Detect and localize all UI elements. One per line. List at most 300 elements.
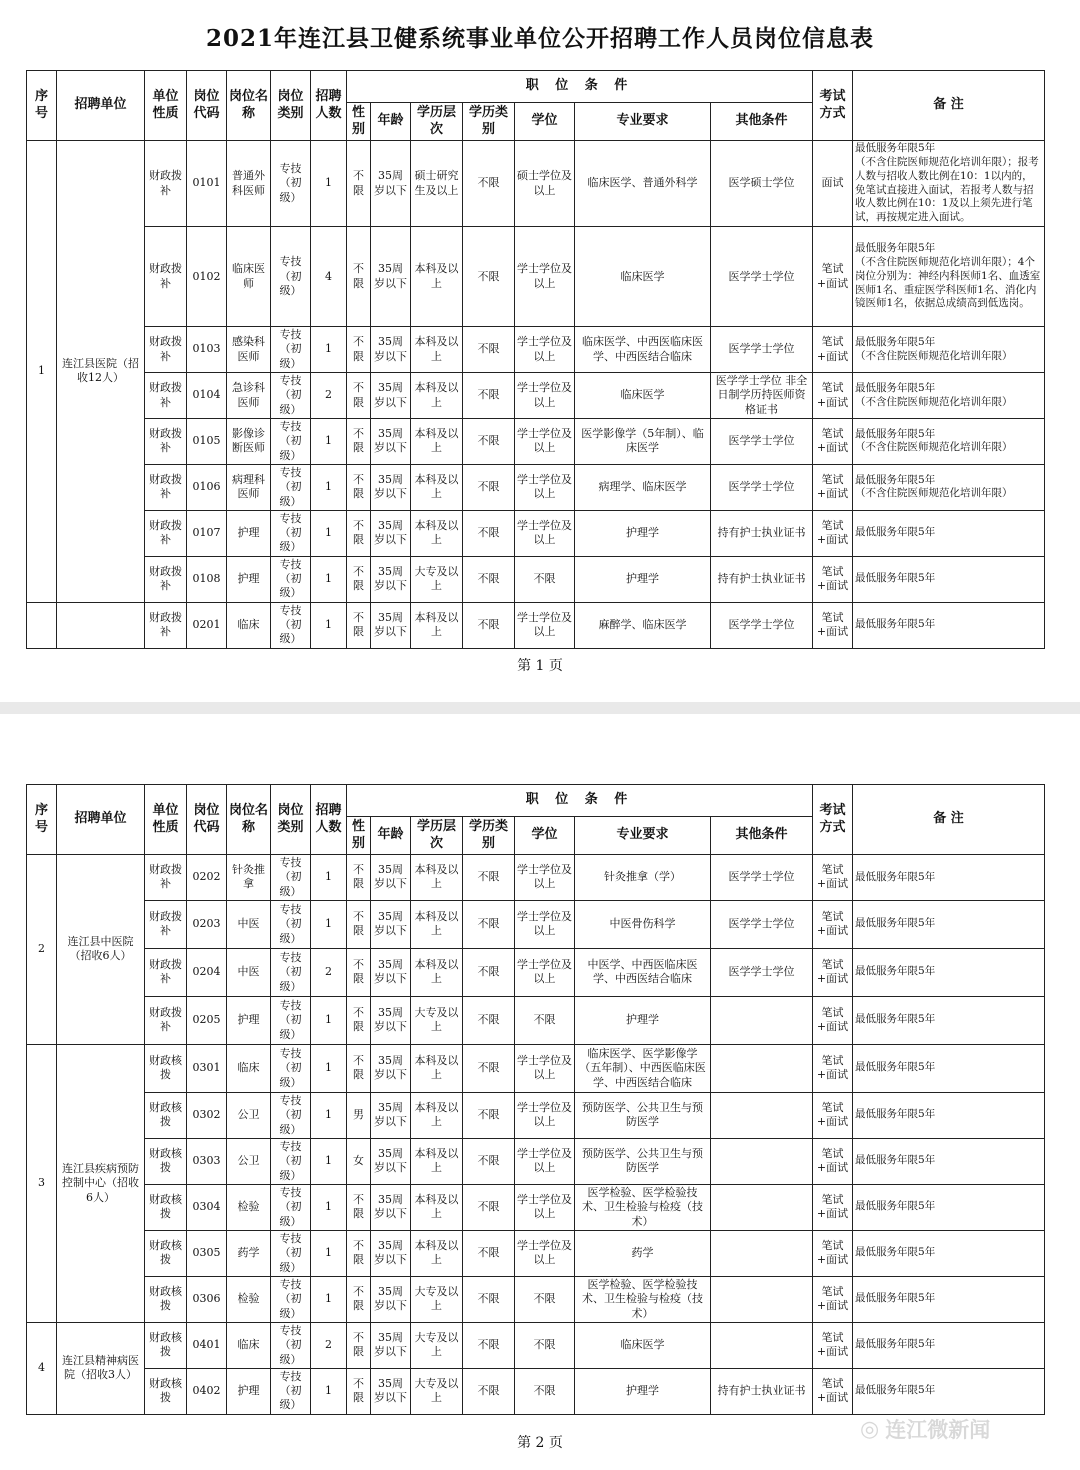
major-cell: 临床医学、医学影像学（五年制）、中西医临床医学、中西医结合临床	[575, 1044, 711, 1092]
edu-type-cell: 不限	[463, 327, 515, 373]
table-row	[27, 948, 1045, 996]
gender-cell: 不限	[347, 419, 371, 465]
edu-type-cell: 不限	[463, 1368, 515, 1414]
age-cell: 35周岁以下	[371, 1184, 411, 1230]
major-cell: 中医骨伤科学	[575, 900, 711, 948]
age-cell: 35周岁以下	[371, 1230, 411, 1276]
other-cell	[711, 1092, 813, 1138]
count-cell: 1	[311, 327, 347, 373]
edu-type-cell: 不限	[463, 996, 515, 1044]
major-cell: 临床医学	[575, 373, 711, 419]
exam-cell: 笔试+面试	[813, 855, 853, 901]
degree-cell: 硕士学位及以上	[515, 141, 575, 227]
gender-cell: 不限	[347, 602, 371, 648]
code-cell: 0103	[187, 327, 227, 373]
watermark	[860, 1414, 990, 1444]
category-cell: 专技（初级）	[271, 1138, 311, 1184]
exam-cell: 笔试+面试	[813, 464, 853, 510]
category-cell: 专技（初级）	[271, 1322, 311, 1368]
exam-cell: 面试	[813, 141, 853, 227]
header-category: 岗位类别	[271, 785, 311, 855]
category-cell: 专技（初级）	[271, 141, 311, 227]
position-name-cell: 药学	[227, 1230, 271, 1276]
degree-cell: 学士学位及以上	[515, 464, 575, 510]
count-cell: 1	[311, 141, 347, 227]
page-2	[0, 714, 1080, 1470]
position-name-cell: 临床	[227, 1322, 271, 1368]
age-cell: 35周岁以下	[371, 227, 411, 327]
degree-cell: 学士学位及以上	[515, 1044, 575, 1092]
edu-cell: 本科及以上	[411, 1184, 463, 1230]
degree-cell: 学士学位及以上	[515, 855, 575, 901]
remark-cell: 最低服务年限5年	[853, 855, 1045, 901]
major-cell: 医学影像学（5年制）、临床医学	[575, 419, 711, 465]
other-cell: 医学学士学位	[711, 900, 813, 948]
edu-cell: 本科及以上	[411, 948, 463, 996]
gender-cell: 女	[347, 1138, 371, 1184]
degree-cell: 不限	[515, 1322, 575, 1368]
code-cell: 0105	[187, 419, 227, 465]
gender-cell: 不限	[347, 327, 371, 373]
degree-cell: 不限	[515, 1276, 575, 1322]
unit-type-cell: 财政拨补	[145, 556, 187, 602]
remark-cell: 最低服务年限5年	[853, 1368, 1045, 1414]
remark-cell: 最低服务年限5年 （不含住院医师规范化培训年限）	[853, 464, 1045, 510]
exam-cell: 笔试+面试	[813, 900, 853, 948]
table-row	[27, 464, 1045, 510]
age-cell: 35周岁以下	[371, 556, 411, 602]
unit-cell: 连江县医院（招收12人）	[57, 141, 145, 603]
code-cell: 0402	[187, 1368, 227, 1414]
table-row	[27, 1322, 1045, 1368]
count-cell: 1	[311, 1368, 347, 1414]
edu-type-cell: 不限	[463, 1044, 515, 1092]
category-cell: 专技（初级）	[271, 327, 311, 373]
position-name-cell: 临床	[227, 1044, 271, 1092]
edu-cell: 本科及以上	[411, 1230, 463, 1276]
unit-type-cell: 财政拨补	[145, 996, 187, 1044]
category-cell: 专技（初级）	[271, 464, 311, 510]
major-cell: 针灸推拿（学）	[575, 855, 711, 901]
unit-cell: 连江县中医院（招收6人）	[57, 855, 145, 1045]
code-cell: 0302	[187, 1092, 227, 1138]
edu-cell: 本科及以上	[411, 855, 463, 901]
header-seq: 序号	[27, 785, 57, 855]
page-number: 第 2 页	[517, 1435, 563, 1451]
other-cell: 医学学士学位	[711, 855, 813, 901]
gender-cell: 不限	[347, 556, 371, 602]
category-cell: 专技（初级）	[271, 1044, 311, 1092]
other-cell: 医学学士学位	[711, 327, 813, 373]
table-row	[27, 602, 1045, 648]
position-name-cell: 公卫	[227, 1138, 271, 1184]
other-cell: 医学硕士学位	[711, 141, 813, 227]
positions-table-page-1	[26, 70, 1045, 649]
header-name: 岗位名称	[227, 71, 271, 141]
position-name-cell: 普通外科医师	[227, 141, 271, 227]
remark-cell: 最低服务年限5年 （不含住院医师规范化培训年限）	[853, 373, 1045, 419]
position-name-cell: 检验	[227, 1276, 271, 1322]
count-cell: 1	[311, 1184, 347, 1230]
unit-type-cell: 财政核拨	[145, 1184, 187, 1230]
exam-cell: 笔试+面试	[813, 373, 853, 419]
unit-type-cell: 财政拨补	[145, 327, 187, 373]
major-cell: 护理学	[575, 556, 711, 602]
remark-cell: 最低服务年限5年	[853, 1184, 1045, 1230]
code-cell: 0305	[187, 1230, 227, 1276]
unit-type-cell: 财政拨补	[145, 464, 187, 510]
unit-type-cell: 财政拨补	[145, 510, 187, 556]
category-cell: 专技（初级）	[271, 1092, 311, 1138]
header-degree: 学位	[515, 103, 575, 141]
wechat-icon: ◎	[860, 1416, 880, 1442]
gender-cell: 不限	[347, 1184, 371, 1230]
remark-cell: 最低服务年限5年	[853, 556, 1045, 602]
count-cell: 1	[311, 510, 347, 556]
other-cell: 医学学士学位	[711, 419, 813, 465]
header-major: 专业要求	[575, 817, 711, 855]
degree-cell: 学士学位及以上	[515, 373, 575, 419]
position-name-cell: 护理	[227, 556, 271, 602]
count-cell: 1	[311, 1092, 347, 1138]
table-row	[27, 227, 1045, 327]
edu-type-cell: 不限	[463, 227, 515, 327]
category-cell: 专技（初级）	[271, 1368, 311, 1414]
header-other: 其他条件	[711, 817, 813, 855]
edu-type-cell: 不限	[463, 948, 515, 996]
header-code: 岗位代码	[187, 785, 227, 855]
gender-cell: 不限	[347, 1322, 371, 1368]
major-cell: 药学	[575, 1230, 711, 1276]
other-cell: 医学学士学位	[711, 464, 813, 510]
count-cell: 2	[311, 1322, 347, 1368]
gender-cell: 不限	[347, 900, 371, 948]
age-cell: 35周岁以下	[371, 464, 411, 510]
major-cell: 临床医学、中西医临床医学、中西医结合临床	[575, 327, 711, 373]
exam-cell: 笔试+面试	[813, 327, 853, 373]
degree-cell: 学士学位及以上	[515, 1184, 575, 1230]
major-cell: 护理学	[575, 1368, 711, 1414]
code-cell: 0106	[187, 464, 227, 510]
degree-cell: 学士学位及以上	[515, 948, 575, 996]
position-name-cell: 急诊科医师	[227, 373, 271, 419]
code-cell: 0107	[187, 510, 227, 556]
edu-type-cell: 不限	[463, 855, 515, 901]
other-cell: 医学学士学位	[711, 948, 813, 996]
major-cell: 临床医学	[575, 1322, 711, 1368]
category-cell: 专技（初级）	[271, 948, 311, 996]
header-edu: 学历层次	[411, 817, 463, 855]
table-row	[27, 510, 1045, 556]
count-cell: 1	[311, 900, 347, 948]
position-name-cell: 感染科医师	[227, 327, 271, 373]
unit-type-cell: 财政核拨	[145, 1368, 187, 1414]
code-cell: 0401	[187, 1322, 227, 1368]
age-cell: 35周岁以下	[371, 1368, 411, 1414]
edu-cell: 本科及以上	[411, 900, 463, 948]
major-cell: 预防医学、公共卫生与预防医学	[575, 1092, 711, 1138]
gender-cell: 不限	[347, 464, 371, 510]
major-cell: 麻醉学、临床医学	[575, 602, 711, 648]
unit-type-cell: 财政拨补	[145, 227, 187, 327]
unit-cell	[57, 602, 145, 648]
position-name-cell: 护理	[227, 996, 271, 1044]
gender-cell: 不限	[347, 996, 371, 1044]
exam-cell: 笔试+面试	[813, 1322, 853, 1368]
code-cell: 0202	[187, 855, 227, 901]
remark-cell: 最低服务年限5年	[853, 510, 1045, 556]
degree-cell: 学士学位及以上	[515, 419, 575, 465]
category-cell: 专技（初级）	[271, 1230, 311, 1276]
major-cell: 病理学、临床医学	[575, 464, 711, 510]
header-conditions: 职 位 条 件	[347, 785, 813, 817]
degree-cell: 学士学位及以上	[515, 900, 575, 948]
unit-type-cell: 财政核拨	[145, 1230, 187, 1276]
header-unit: 招聘单位	[57, 71, 145, 141]
exam-cell: 笔试+面试	[813, 556, 853, 602]
major-cell: 医学检验、医学检验技术、卫生检验与检疫（技术）	[575, 1184, 711, 1230]
table-row	[27, 1276, 1045, 1322]
remark-cell: 最低服务年限5年	[853, 948, 1045, 996]
other-cell	[711, 1230, 813, 1276]
degree-cell: 学士学位及以上	[515, 1092, 575, 1138]
table-row	[27, 141, 1045, 227]
remark-cell: 最低服务年限5年	[853, 602, 1045, 648]
edu-type-cell: 不限	[463, 510, 515, 556]
age-cell: 35周岁以下	[371, 1322, 411, 1368]
count-cell: 1	[311, 1276, 347, 1322]
seq-cell: 3	[27, 1044, 57, 1322]
category-cell: 专技（初级）	[271, 900, 311, 948]
table-row	[27, 855, 1045, 901]
code-cell: 0201	[187, 602, 227, 648]
age-cell: 35周岁以下	[371, 602, 411, 648]
other-cell: 持有护士执业证书	[711, 510, 813, 556]
remark-cell: 最低服务年限5年	[853, 1322, 1045, 1368]
age-cell: 35周岁以下	[371, 996, 411, 1044]
header-count: 招聘人数	[311, 71, 347, 141]
edu-cell: 硕士研究生及以上	[411, 141, 463, 227]
gender-cell: 不限	[347, 510, 371, 556]
header-other: 其他条件	[711, 103, 813, 141]
header-exam: 考试方式	[813, 785, 853, 855]
exam-cell: 笔试+面试	[813, 1044, 853, 1092]
positions-table-page-2	[26, 784, 1045, 1415]
other-cell: 医学学士学位 非全日制学历持医师资格证书	[711, 373, 813, 419]
remark-cell: 最低服务年限5年	[853, 1092, 1045, 1138]
position-name-cell: 公卫	[227, 1092, 271, 1138]
code-cell: 0102	[187, 227, 227, 327]
remark-cell: 最低服务年限5年	[853, 900, 1045, 948]
unit-type-cell: 财政拨补	[145, 855, 187, 901]
header-code: 岗位代码	[187, 71, 227, 141]
code-cell: 0204	[187, 948, 227, 996]
table-row	[27, 327, 1045, 373]
edu-type-cell: 不限	[463, 1276, 515, 1322]
header-age: 年龄	[371, 103, 411, 141]
remark-cell: 最低服务年限5年 （不含住院医师规范化培训年限）；报考人数与招收人数比例在10：1以内的，免笔试直接进入面试，若报考人数与招收人数比例在10：1及以上须先进行笔试，再按规定进入面试。	[853, 141, 1045, 227]
remark-cell: 最低服务年限5年 （不含住院医师规范化培训年限）；4个岗位分别为：神经内科医师1名、血透室医师1名、重症医学科医师1名、消化内镜医师1名，依据总成绩高到低选岗。	[853, 227, 1045, 327]
other-cell	[711, 1138, 813, 1184]
other-cell	[711, 1184, 813, 1230]
count-cell: 2	[311, 373, 347, 419]
count-cell: 1	[311, 1044, 347, 1092]
other-cell	[711, 996, 813, 1044]
category-cell: 专技（初级）	[271, 602, 311, 648]
header-gender: 性别	[347, 817, 371, 855]
degree-cell: 学士学位及以上	[515, 1138, 575, 1184]
unit-type-cell: 财政拨补	[145, 948, 187, 996]
edu-type-cell: 不限	[463, 464, 515, 510]
age-cell: 35周岁以下	[371, 373, 411, 419]
exam-cell: 笔试+面试	[813, 419, 853, 465]
category-cell: 专技（初级）	[271, 556, 311, 602]
table-row	[27, 996, 1045, 1044]
header-unit-type: 单位性质	[145, 71, 187, 141]
other-cell	[711, 1322, 813, 1368]
remark-cell: 最低服务年限5年 （不含住院医师规范化培训年限）	[853, 419, 1045, 465]
code-cell: 0101	[187, 141, 227, 227]
header-exam: 考试方式	[813, 71, 853, 141]
category-cell: 专技（初级）	[271, 1184, 311, 1230]
table-row	[27, 556, 1045, 602]
table-row	[27, 1230, 1045, 1276]
code-cell: 0104	[187, 373, 227, 419]
degree-cell: 学士学位及以上	[515, 227, 575, 327]
major-cell: 预防医学、公共卫生与预防医学	[575, 1138, 711, 1184]
code-cell: 0303	[187, 1138, 227, 1184]
other-cell	[711, 1044, 813, 1092]
header-seq: 序号	[27, 71, 57, 141]
header-age: 年龄	[371, 817, 411, 855]
position-name-cell: 护理	[227, 1368, 271, 1414]
edu-cell: 本科及以上	[411, 1092, 463, 1138]
unit-type-cell: 财政核拨	[145, 1276, 187, 1322]
edu-type-cell: 不限	[463, 1184, 515, 1230]
count-cell: 1	[311, 855, 347, 901]
unit-type-cell: 财政拨补	[145, 141, 187, 227]
age-cell: 35周岁以下	[371, 327, 411, 373]
header-unit-type: 单位性质	[145, 785, 187, 855]
major-cell: 医学检验、医学检验技术、卫生检验与检疫（技术）	[575, 1276, 711, 1322]
header-remark: 备 注	[853, 71, 1045, 141]
header-conditions: 职 位 条 件	[347, 71, 813, 103]
exam-cell: 笔试+面试	[813, 227, 853, 327]
code-cell: 0108	[187, 556, 227, 602]
seq-cell: 2	[27, 855, 57, 1045]
page-1	[0, 0, 1080, 702]
unit-type-cell: 财政拨补	[145, 373, 187, 419]
degree-cell: 不限	[515, 1368, 575, 1414]
unit-cell: 连江县疾病预防控制中心（招收6人）	[57, 1044, 145, 1322]
count-cell: 2	[311, 948, 347, 996]
table-row	[27, 1092, 1045, 1138]
unit-type-cell: 财政核拨	[145, 1044, 187, 1092]
header-edu-type: 学历类别	[463, 817, 515, 855]
edu-type-cell: 不限	[463, 602, 515, 648]
seq-cell: 4	[27, 1322, 57, 1414]
count-cell: 1	[311, 556, 347, 602]
age-cell: 35周岁以下	[371, 510, 411, 556]
header-count: 招聘人数	[311, 785, 347, 855]
major-cell: 临床医学	[575, 227, 711, 327]
count-cell: 1	[311, 996, 347, 1044]
degree-cell: 不限	[515, 996, 575, 1044]
code-cell: 0304	[187, 1184, 227, 1230]
unit-cell: 连江县精神病医院（招收3人）	[57, 1322, 145, 1414]
exam-cell: 笔试+面试	[813, 948, 853, 996]
edu-cell: 本科及以上	[411, 373, 463, 419]
code-cell: 0205	[187, 996, 227, 1044]
unit-type-cell: 财政核拨	[145, 1092, 187, 1138]
gender-cell: 不限	[347, 227, 371, 327]
major-cell: 临床医学、普通外科学	[575, 141, 711, 227]
gender-cell: 不限	[347, 1368, 371, 1414]
age-cell: 35周岁以下	[371, 900, 411, 948]
code-cell: 0306	[187, 1276, 227, 1322]
table-row	[27, 900, 1045, 948]
gender-cell: 不限	[347, 1276, 371, 1322]
code-cell: 0301	[187, 1044, 227, 1092]
count-cell: 1	[311, 419, 347, 465]
exam-cell: 笔试+面试	[813, 1092, 853, 1138]
gender-cell: 不限	[347, 855, 371, 901]
category-cell: 专技（初级）	[271, 996, 311, 1044]
exam-cell: 笔试+面试	[813, 602, 853, 648]
other-cell	[711, 1276, 813, 1322]
edu-cell: 大专及以上	[411, 1322, 463, 1368]
exam-cell: 笔试+面试	[813, 1276, 853, 1322]
age-cell: 35周岁以下	[371, 141, 411, 227]
edu-type-cell: 不限	[463, 1230, 515, 1276]
category-cell: 专技（初级）	[271, 227, 311, 327]
page-number: 第 1 页	[517, 658, 563, 674]
edu-cell: 大专及以上	[411, 556, 463, 602]
gender-cell: 男	[347, 1092, 371, 1138]
category-cell: 专技（初级）	[271, 855, 311, 901]
edu-cell: 大专及以上	[411, 1368, 463, 1414]
age-cell: 35周岁以下	[371, 419, 411, 465]
header-gender: 性别	[347, 103, 371, 141]
age-cell: 35周岁以下	[371, 855, 411, 901]
table-row	[27, 373, 1045, 419]
unit-type-cell: 财政拨补	[145, 602, 187, 648]
exam-cell: 笔试+面试	[813, 510, 853, 556]
major-cell: 护理学	[575, 996, 711, 1044]
header-edu: 学历层次	[411, 103, 463, 141]
remark-cell: 最低服务年限5年	[853, 1230, 1045, 1276]
remark-cell: 最低服务年限5年	[853, 996, 1045, 1044]
gender-cell: 不限	[347, 1044, 371, 1092]
edu-type-cell: 不限	[463, 419, 515, 465]
age-cell: 35周岁以下	[371, 1044, 411, 1092]
header-major: 专业要求	[575, 103, 711, 141]
age-cell: 35周岁以下	[371, 948, 411, 996]
other-cell: 医学学士学位	[711, 227, 813, 327]
header-category: 岗位类别	[271, 71, 311, 141]
code-cell: 0203	[187, 900, 227, 948]
count-cell: 1	[311, 1230, 347, 1276]
edu-cell: 本科及以上	[411, 419, 463, 465]
major-cell: 护理学	[575, 510, 711, 556]
gender-cell: 不限	[347, 141, 371, 227]
category-cell: 专技（初级）	[271, 419, 311, 465]
header-edu-type: 学历类别	[463, 103, 515, 141]
header-unit: 招聘单位	[57, 785, 145, 855]
header-name: 岗位名称	[227, 785, 271, 855]
edu-type-cell: 不限	[463, 373, 515, 419]
position-name-cell: 针灸推拿	[227, 855, 271, 901]
